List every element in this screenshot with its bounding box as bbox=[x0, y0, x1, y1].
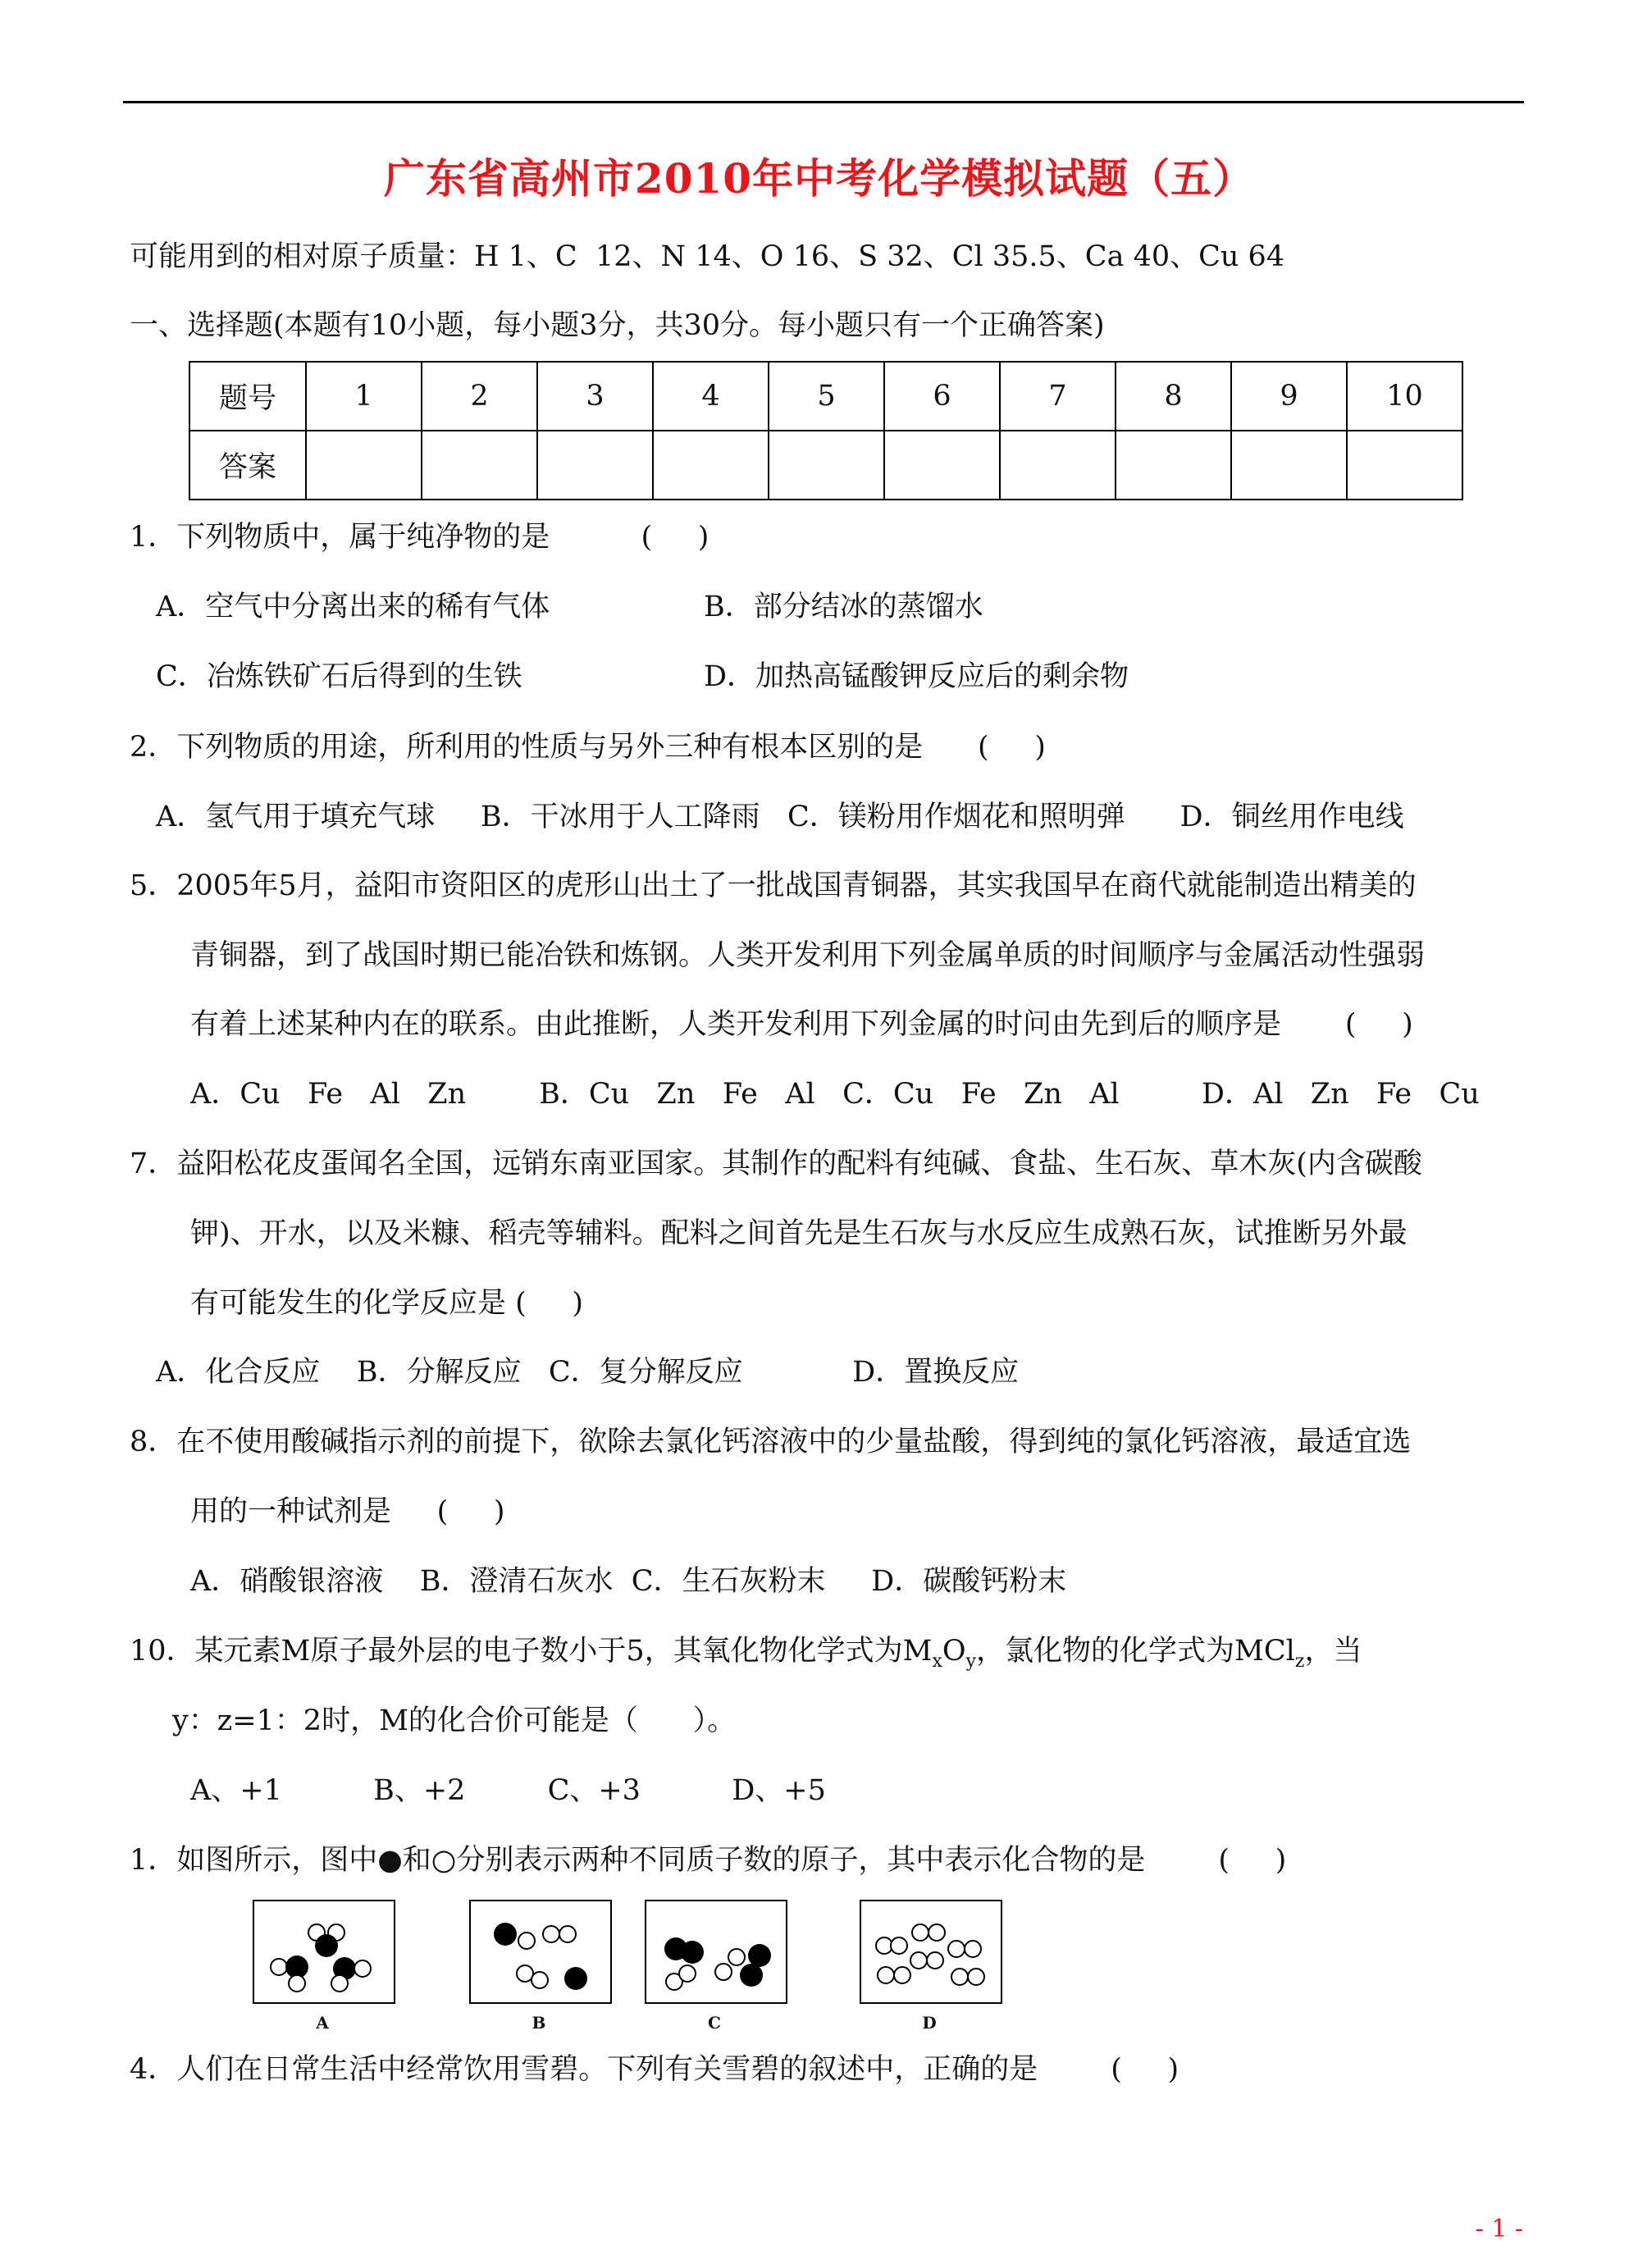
figure-label-c: C bbox=[708, 2013, 721, 2033]
question-number-cell: 3 bbox=[537, 362, 653, 431]
table-row bbox=[189, 431, 1462, 500]
question-number-cell: 9 bbox=[1231, 362, 1347, 431]
answer-cell[interactable] bbox=[653, 431, 769, 500]
question-stem-cont: 有着上述某种内在的联系。由此推断，人类开发利用下列金属的时问由先到后的顺序是 ( ) bbox=[190, 1008, 1413, 1041]
question-stem-cont: 青铜器，到了战国时期已能冶铁和炼钢。人类开发利用下列金属单质的时间顺序与金属活动性强弱 bbox=[190, 939, 1426, 972]
question-stem-cont: y：z=1：2时，M的化合价可能是（ ）。 bbox=[172, 1704, 737, 1737]
question-stem: 8．在不使用酸碱指示剂的前提下，欲除去氯化钙溶液中的少量盐酸，得到纯的氯化钙溶液，最适宜选 bbox=[130, 1426, 1412, 1458]
option-a: A．空气中分离出来的稀有气体 bbox=[156, 591, 550, 623]
question-number-cell: 8 bbox=[1116, 362, 1231, 431]
stem-text: O bbox=[942, 1635, 966, 1668]
question-stem: 1．下列物质中，属于纯净物的是 ( ) bbox=[130, 521, 709, 554]
answer-cell[interactable] bbox=[769, 431, 884, 500]
stem-text: 10．某元素M原子最外层的电子数小于5，其氧化物化学式为M bbox=[130, 1635, 933, 1668]
answer-cell[interactable] bbox=[1347, 431, 1462, 500]
option-d: D．加热高锰酸钾反应后的剩余物 bbox=[704, 660, 1129, 693]
atomic-masses: 可能用到的相对原子质量：H 1、C 12、N 14、O 16、S 32、Cl 35.5、Ca 40、Cu 64 bbox=[130, 240, 1285, 273]
answer-cell[interactable] bbox=[1116, 431, 1231, 500]
subscript-z: z bbox=[1294, 1651, 1305, 1672]
question-stem bbox=[130, 1632, 1362, 1681]
answer-cell[interactable] bbox=[884, 431, 1000, 500]
answer-cell[interactable] bbox=[306, 431, 422, 500]
question-number-cell: 7 bbox=[1000, 362, 1116, 431]
section-heading: 一、选择题(本题有10小题，每小题3分，共30分。每小题只有一个正确答案) bbox=[130, 309, 1105, 342]
figure-label-a: A bbox=[316, 2013, 329, 2033]
question-stem: 2．下列物质的用途，所利用的性质与另外三种有根本区别的是 ( ) bbox=[130, 731, 1046, 764]
option-b: B．部分结冰的蒸馏水 bbox=[704, 591, 983, 623]
subscript-y: y bbox=[965, 1651, 977, 1672]
question-number-cell: 6 bbox=[884, 362, 1000, 431]
question-options: A．氢气用于填充气球 B．干冰用于人工降雨 C．镁粉用作烟花和照明弹 D．铜丝用作电线 bbox=[156, 801, 1404, 833]
molecule-diagram-b bbox=[471, 1901, 610, 2002]
molecule-figure-c bbox=[645, 1900, 787, 2004]
answer-cell[interactable] bbox=[422, 431, 537, 500]
molecule-diagram-d bbox=[861, 1901, 1001, 2002]
molecule-diagram-c bbox=[646, 1901, 786, 2002]
question-options: A．Cu Fe Al Zn B．Cu Zn Fe Al C．Cu Fe Zn Al D．Al Zn Fe Cu bbox=[190, 1078, 1480, 1111]
question-number-cell: 1 bbox=[306, 362, 422, 431]
question-stem: 4．人们在日常生活中经常饮用雪碧。下列有关雪碧的叙述中，正确的是 ( ) bbox=[130, 2053, 1179, 2086]
molecule-figure-b bbox=[469, 1900, 612, 2004]
molecule-diagram-a bbox=[254, 1901, 394, 2002]
table-header-cell: 题号 bbox=[189, 362, 306, 431]
stem-text: ，当 bbox=[1304, 1635, 1362, 1668]
page-title: 广东省高州市2010年中考化学模拟试题（五） bbox=[383, 154, 1255, 203]
question-number-cell: 5 bbox=[769, 362, 884, 431]
question-stem: 7．益阳松花皮蛋闻名全国，远销东南亚国家。其制作的配料有纯碱、食盐、生石灰、草木灰(内含碳酸 bbox=[130, 1148, 1422, 1180]
table-row bbox=[189, 362, 1462, 431]
table-header-cell: 答案 bbox=[189, 431, 306, 500]
molecule-figure-d bbox=[860, 1900, 1002, 2004]
figure-label-b: B bbox=[532, 2013, 546, 2033]
question-number-cell: 10 bbox=[1347, 362, 1462, 431]
answer-cell[interactable] bbox=[1000, 431, 1116, 500]
question-number-cell: 2 bbox=[422, 362, 537, 431]
question-stem-cont: 钾)、开水，以及米糠、稻壳等辅料。配料之间首先是生石灰与水反应生成熟石灰，试推断另外最 bbox=[190, 1217, 1408, 1250]
question-stem: 5．2005年5月，益阳市资阳区的虎形山出土了一批战国青铜器，其实我国早在商代就能制造出精美的 bbox=[130, 869, 1417, 902]
page-number: - 1 - bbox=[1475, 2215, 1523, 2243]
stem-text: ，氯化物的化学式为MCl bbox=[976, 1635, 1295, 1668]
question-options: A．硝酸银溶液 B．澄清石灰水 C．生石灰粉末 D．碳酸钙粉末 bbox=[190, 1565, 1067, 1598]
subscript-x: x bbox=[932, 1651, 942, 1672]
answer-table bbox=[189, 361, 1463, 500]
question-stem-cont: 有可能发生的化学反应是 ( ) bbox=[190, 1287, 584, 1320]
figure-label-d: D bbox=[922, 2013, 937, 2033]
answer-cell[interactable] bbox=[1231, 431, 1347, 500]
question-stem-cont: 用的一种试剂是 ( ) bbox=[190, 1495, 505, 1528]
molecule-figure-a bbox=[253, 1900, 395, 2004]
question-stem: 1．如图所示，图中●和○分别表示两种不同质子数的原子，其中表示化合物的是 ( ) bbox=[130, 1844, 1287, 1877]
answer-cell[interactable] bbox=[537, 431, 653, 500]
option-c: C．冶炼铁矿石后得到的生铁 bbox=[156, 660, 522, 693]
question-options: A．化合反应 B．分解反应 C．复分解反应 D．置换反应 bbox=[156, 1356, 1020, 1389]
header-rule bbox=[123, 101, 1524, 103]
question-number-cell: 4 bbox=[653, 362, 769, 431]
question-options: A、+1 B、+2 C、+3 D、+5 bbox=[190, 1774, 826, 1807]
